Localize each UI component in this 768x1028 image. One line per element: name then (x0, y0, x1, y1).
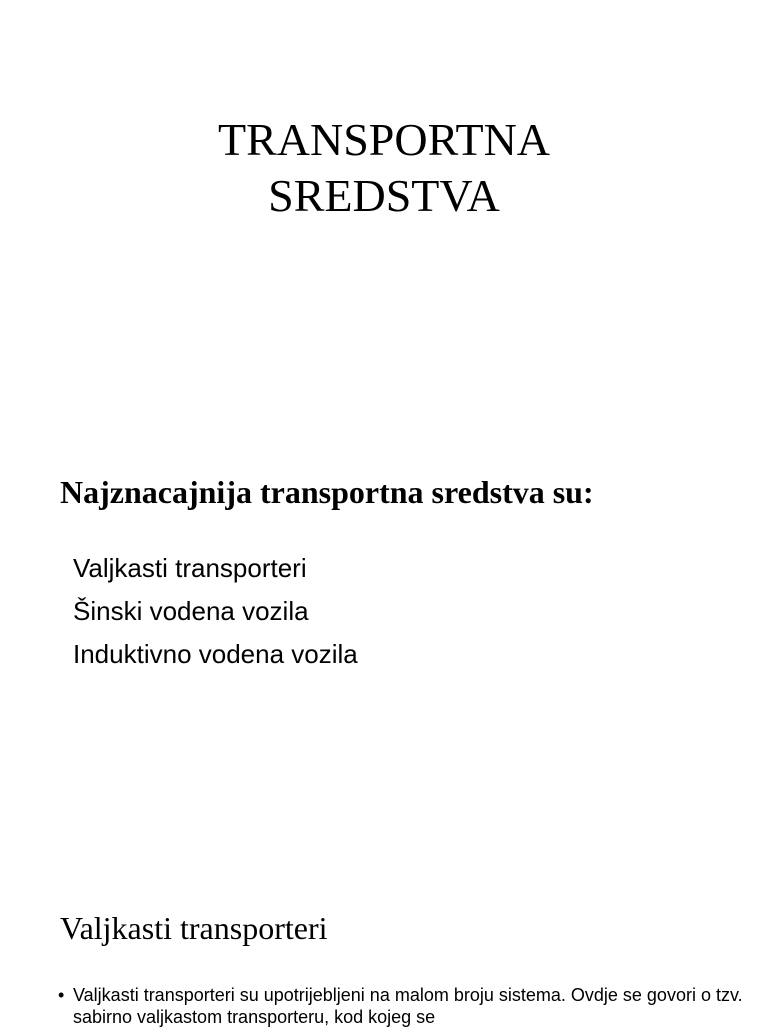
slide-title (0, 112, 768, 224)
overview-heading: Najznacajnija transportna sredstva su: (60, 474, 594, 510)
bullet-text: Valjkasti transporteri su upotrijebljeni na malom broju sistema. Ovdje se govori o tzv. sabirno valjkastom transporteru, kod kojeg se (73, 985, 743, 1027)
roller-conveyor-slide (0, 870, 768, 1027)
list-item: Šinski vodena vozila (73, 596, 309, 626)
list-item: Valjkasti transporteri (73, 553, 307, 583)
bullet-item (58, 984, 748, 1028)
overview-slide (0, 430, 768, 870)
bullet-list (58, 984, 748, 1028)
title-slide (0, 0, 768, 430)
slide-title-line-1: TRANSPORTNA (217, 114, 551, 165)
slide-title-line-2: SREDSTVA (268, 170, 500, 221)
section-heading: Valjkasti transporteri (60, 910, 328, 946)
bullet-icon: • (58, 985, 65, 1005)
transport-means-list (73, 547, 358, 676)
list-item: Induktivno vodena vozila (73, 639, 358, 669)
